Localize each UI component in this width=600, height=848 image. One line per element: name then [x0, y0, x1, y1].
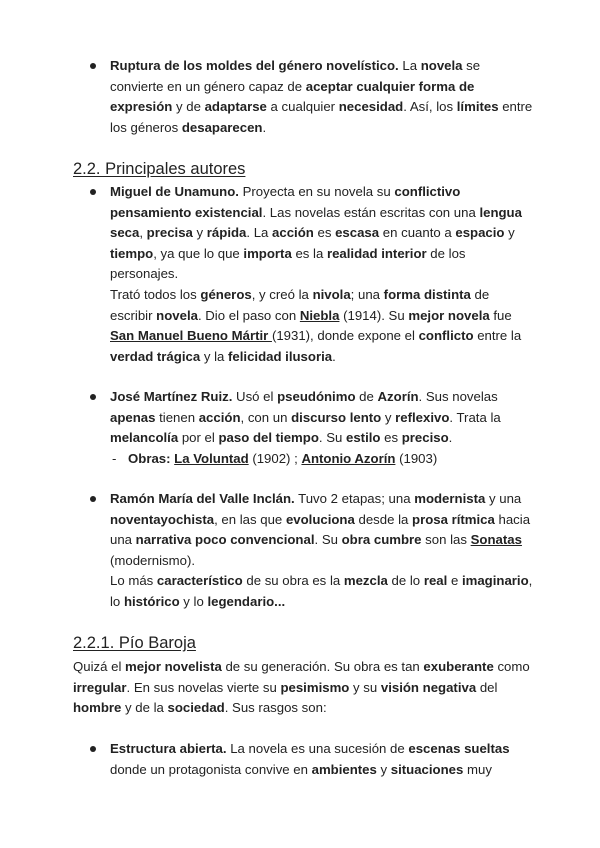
bullet-unamuno-text-2: Trató todos los géneros, y creó la nivola; una forma distinta de escribir novela. Dio el paso con Niebla (1914). Su mejor novela fue San Manuel Bueno Mártir (1931), donde expone el conflicto entre la verdad trágica y la felicidad ilusoria. — [110, 286, 522, 364]
bullet-unamuno — [110, 182, 535, 367]
bullet-dot — [90, 394, 96, 400]
bullet-azorin — [110, 387, 535, 449]
bullet-valle-inclan — [110, 489, 535, 613]
bullet-dot — [90, 496, 96, 502]
link-san-manuel[interactable]: San Manuel Bueno Mártir — [110, 328, 272, 344]
bullet-ruptura — [110, 56, 535, 138]
bullet-estructura-abierta — [110, 739, 535, 780]
bullet-dot — [90, 189, 96, 195]
link-antonio-azorin[interactable]: Antonio Azorín — [301, 451, 396, 466]
sub-item-obras: - Obras: La Voluntad (1902) ; Antonio Azorín (1903) — [128, 449, 437, 470]
section-heading-pio-baroja: 2.2.1. Pío Baroja — [73, 634, 196, 652]
paragraph-pio-baroja: Quizá el mejor novelista de su generación. Su obra es tan exuberante como irregular. En sus novelas vierte su pesimismo y su visión negativa del hombre y de la sociedad. Sus rasgos son: — [73, 659, 530, 716]
link-la-voluntad[interactable]: La Voluntad — [174, 451, 249, 466]
link-niebla[interactable]: Niebla — [299, 307, 340, 323]
section-heading-principales-autores: 2.2. Principales autores — [73, 160, 246, 178]
bullet-valle-inclan-text: Ramón María del Valle Inclán. Tuvo 2 etapas; una modernista y una noventayochista, en las que evoluciona desde la prosa rítmica hacia una narrativa poco convencional. Su obra cumbre son las Sonatas (modernismo). — [110, 491, 531, 568]
bullet-dot — [90, 63, 96, 69]
bullet-ruptura-text: Ruptura de los moldes del género novelístico. La novela se convierte en un género capaz de aceptar cualquier forma de expresión y de adaptarse a cualquier necesidad. Así, los límites entre los géneros desaparecen. — [110, 58, 533, 135]
link-sonatas[interactable]: Sonatas — [470, 532, 522, 548]
bullet-unamuno-text: Miguel de Unamuno. Proyecta en su novela su conflictivo pensamiento existencial. Las novelas están escritas con una lengua seca, precisa y rápida. La acción es escasa en cuanto a espacio y tiempo, ya que lo que importa es la realidad interior de los personajes. — [110, 184, 522, 282]
bullet-azorin-text: José Martínez Ruiz. Usó el pseudónimo de Azorín. Sus novelas apenas tienen acción, con un discurso lento y reflexivo. Trata la melancolía por el paso del tiempo. Su estilo es preciso. — [110, 389, 501, 446]
sub-item-dash: - — [112, 451, 117, 466]
bullet-estructura-abierta-text: Estructura abierta. La novela es una sucesión de escenas sueltas donde un protagonista convive en ambientes y situaciones muy — [110, 741, 510, 777]
bullet-valle-inclan-text-2: Lo más característico de su obra es la mezcla de lo real e imaginario, lo histórico y lo legendario... — [110, 573, 533, 609]
bullet-dot — [90, 746, 96, 752]
